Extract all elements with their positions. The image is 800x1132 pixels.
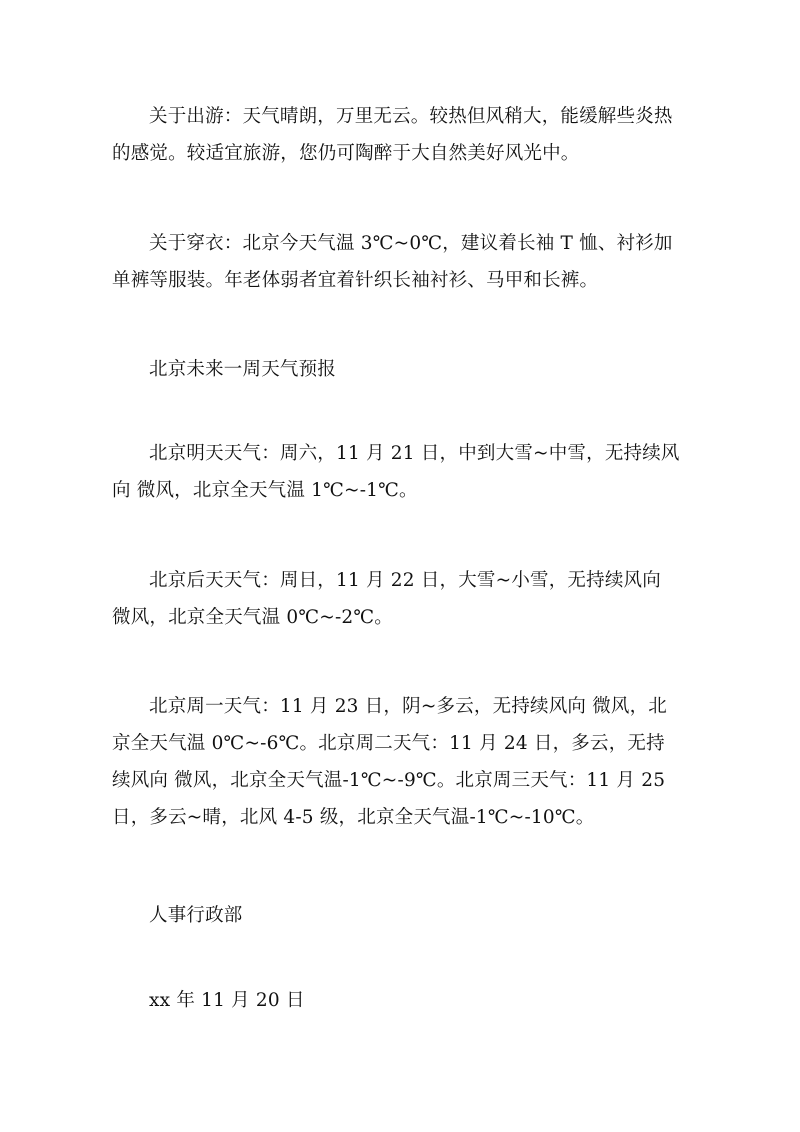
paragraph-clothing-advice: 关于穿衣：北京今天气温 3℃~0℃，建议着长袖 T 恤、衬衫加单裤等服装。年老体弱者宜着针织长袖衬衫、马甲和长裤。 <box>112 233 673 291</box>
section-heading-weekly-forecast: 北京未来一周天气预报 <box>149 359 337 380</box>
signature-department: 人事行政部 <box>149 905 243 926</box>
paragraph-forecast-saturday: 北京明天天气：周六，11 月 21 日，中到大雪~中雪，无持续风向 微风，北京全天气温 1℃~-1℃。 <box>112 443 680 501</box>
paragraph-forecast-weekdays: 北京周一天气：11 月 23 日，阴~多云，无持续风向 微风，北京全天气温 0℃~-6℃。北京周二天气：11 月 24 日，多云，无持续风向 微风，北京全天气温-1℃~-9℃。北京周三天气：11 月 25 日，多云~晴，北风 4-5 级，北京全天气温-1℃~-10℃。 <box>112 696 668 828</box>
paragraph-forecast-sunday: 北京后天天气：周日，11 月 22 日，大雪~小雪，无持续风向 微风，北京全天气温 0℃~-2℃。 <box>112 570 661 628</box>
signature-date: xx 年 11 月 20 日 <box>149 990 305 1011</box>
paragraph-travel-advice: 关于出游：天气晴朗，万里无云。较热但风稍大，能缓解些炎热的感觉。较适宜旅游，您仍可陶醉于大自然美好风光中。 <box>112 106 673 164</box>
